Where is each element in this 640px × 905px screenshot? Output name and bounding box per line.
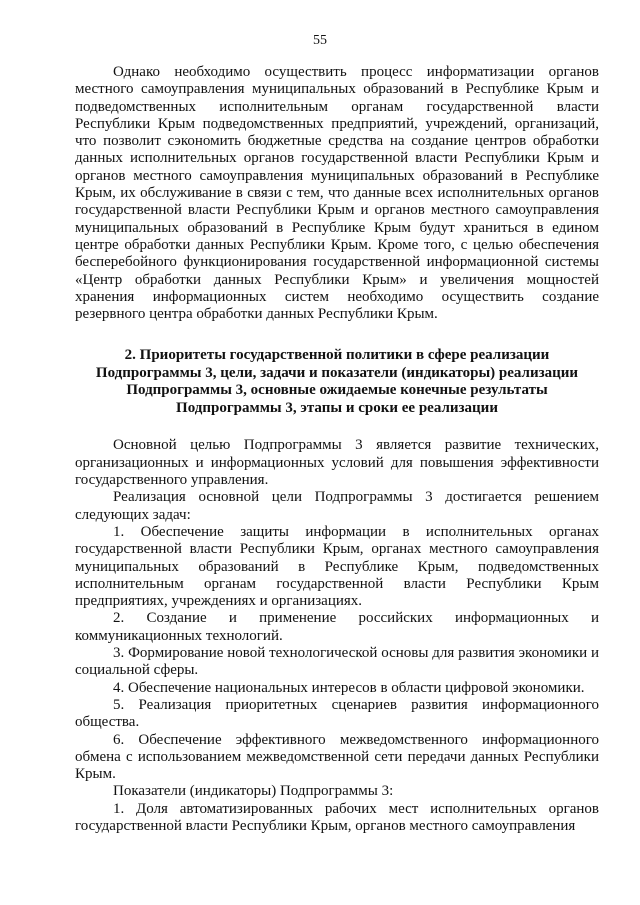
- task-item-3: 3. Формирование новой технологической основы для развития экономики и социальной сферы.: [75, 645, 599, 679]
- intro-paragraph: Однако необходимо осуществить процесс информатизации органов местного самоуправления муниципальных образований в Республике Крым и подведомственных исполнительным органам государственной власти Республики Крым подведомственных предприятий, учреждений, организаций, что позволит сэкономить бюджетные средства на создание центров обработки данных исполнительных органов государственной власти Республики Крым и органов местного самоуправления муниципальных образований в Республике Крым, их обслуживание в связи с тем, что данные всех исполнительных органов государственной власти Республики Крым и органов местного самоуправления муниципальных образований в Республике Крым будут храниться в едином центре обработки данных Республики Крым. Кроме того, с целью обеспечения бесперебойного функционирования государственной информационной системы «Центр обработки данных Республики Крым» и увеличения мощностей хранения информационных систем необходимо осуществить создание резервного центра обработки данных Республики Крым.: [75, 64, 599, 323]
- task-item-4: 4. Обеспечение национальных интересов в области цифровой экономики.: [113, 679, 585, 696]
- section-heading: [75, 347, 599, 417]
- task-item-6: 6. Обеспечение эффективного межведомственного информационного обмена с использованием межведомственной сети передачи данных Республики Крым.: [75, 731, 599, 783]
- task-item-2: 2. Создание и применение российских информационных и коммуникационных технологий.: [75, 610, 599, 644]
- indicator-item-1: 1. Доля автоматизированных рабочих мест исполнительных органов государственной власти Республики Крым, органов местного самоуправления: [75, 800, 599, 834]
- goal-paragraph: Основной целью Подпрограммы 3 является развитие технических, организационных и информационных условий для повышения эффективности государственного управления.: [75, 437, 599, 489]
- section-heading-line-1: 2. Приоритеты государственной политики в сфере реализации: [124, 347, 550, 364]
- page-number: 55: [313, 33, 327, 48]
- task-item-1: 1. Обеспечение защиты информации в исполнительных органах государственной власти Республики Крым, органах местного самоуправления муниципальных образований в Республике Крым, подведомственных исполнительным органам государственной власти Республики Крым предприятиях, учреждениях и организациях.: [75, 523, 599, 610]
- indicators-heading: Показатели (индикаторы) Подпрограммы 3:: [113, 783, 394, 800]
- task-item-5: 5. Реализация приоритетных сценариев развития информационного общества.: [75, 696, 599, 731]
- section-heading-line-4: Подпрограммы 3, этапы и сроки ее реализации: [176, 399, 498, 416]
- section-heading-line-3: Подпрограммы 3, основные ожидаемые конечные результаты: [126, 382, 548, 399]
- page-body: [75, 64, 599, 835]
- section-heading-line-2: Подпрограммы 3, цели, задачи и показатели (индикаторы) реализации: [95, 364, 579, 381]
- tasks-intro-paragraph: Реализация основной цели Подпрограммы 3 достигается решением следующих задач:: [75, 489, 599, 523]
